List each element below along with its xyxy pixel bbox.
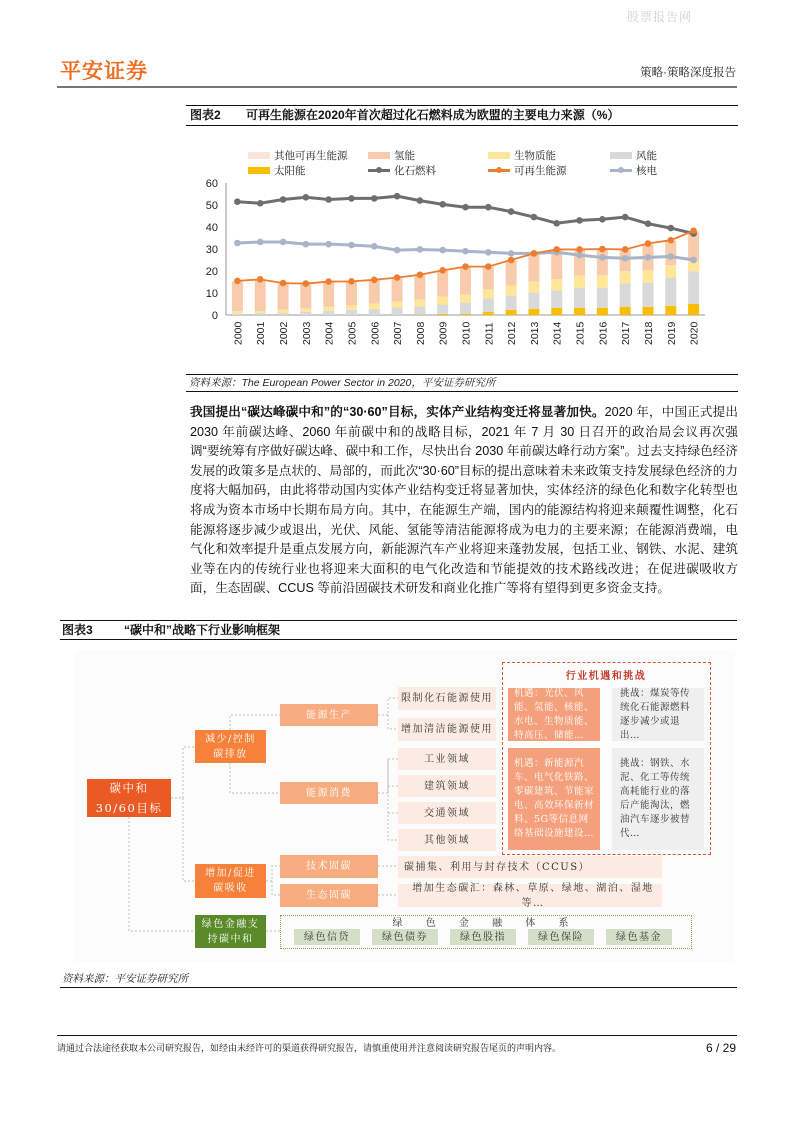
finance-item: 绿色债券 <box>372 929 438 945</box>
x-tick-label: 2017 <box>620 321 633 345</box>
figure-title-text: 可再生能源在2020年首次超过化石燃料成为欧盟的主要电力来源（%） <box>246 108 620 122</box>
y-tick-label: 50 <box>205 200 218 212</box>
x-tick-label: 2005 <box>346 321 359 345</box>
reduce-emission-box: 减少/控制 碳排放 <box>195 730 266 763</box>
x-tick-label: 2019 <box>665 321 678 345</box>
legend-renewable: 可再生能源 <box>488 163 567 178</box>
legend-wind: 风能 <box>610 148 657 163</box>
finance-item: 绿色股指 <box>450 929 516 945</box>
finance-system-title: 绿 色 金 融 体 系 <box>392 917 579 929</box>
y-tick-label: 60 <box>205 178 218 190</box>
opportunity-challenge-panel <box>502 662 711 855</box>
consumption-challenge: 挑战：钢铁、水泥、化工等传统高耗能行业的落后产能淘汰，燃油汽车逐步被替代… <box>612 748 704 850</box>
legend-hydro: 氢能 <box>368 148 415 163</box>
energy-consumption-box: 能源消费 <box>280 782 378 804</box>
finance-item: 绿色保险 <box>528 929 594 945</box>
x-tick-label: 2011 <box>483 322 496 345</box>
eco-sink-item: 增加生态碳汇：森林、草原、绿地、湖泊、湿地等… <box>398 884 662 907</box>
x-tick-label: 2018 <box>642 321 655 345</box>
watermark: 股票报告网 <box>627 10 693 24</box>
figure-number: 图表3 <box>62 623 93 637</box>
green-finance-box: 绿色金融支 持碳中和 <box>195 915 266 948</box>
x-tick-label: 2003 <box>300 321 313 345</box>
energy-production-box: 能源生产 <box>280 704 378 726</box>
x-tick-label: 2006 <box>369 321 382 345</box>
x-tick-label: 2002 <box>278 321 291 345</box>
company-logo: 平安证券 <box>60 60 148 83</box>
y-tick-label: 30 <box>205 244 218 256</box>
ccus-item: 碳捕集、利用与封存技术（CCUS） <box>398 856 662 878</box>
report-type: 策略·策略深度报告 <box>640 67 736 79</box>
x-tick-label: 2001 <box>255 321 268 345</box>
opportunity-title: 行业机遇和挑战 <box>565 670 647 682</box>
consumption-item: 其他领域 <box>398 829 496 851</box>
consumption-item: 建筑领域 <box>398 775 496 797</box>
consumption-item: 工业领域 <box>398 748 496 770</box>
x-tick-label: 2004 <box>323 321 336 345</box>
production-item: 限制化石能源使用 <box>398 687 496 710</box>
green-finance-system <box>280 915 692 949</box>
consumption-opportunity: 机遇：新能源汽车、电气化铁路、零碳建筑、节能家电、高效环保新材料、5G等信息网络基础设施建设… <box>508 748 600 850</box>
carbon-neutral-goal-box: 碳中和 30/60目标 <box>87 779 171 817</box>
paragraph-body: 2020 年，中国正式提出 2030 年前碳达峰、2060 年前碳中和的战略目标，2021 年 7 月 30 日召开的政治局会议再次强调“要统筹有序做好碳达峰、碳中和工作，尽快出台 2030 年前碳达峰行动方案”。过去支持绿色经济发展的政策多是点状的、局部的，而此次“30·60”目标的提出意味着未来政策支持发展绿色经济的力度将大幅加码，由此将带动国内实体产业结构变迁将显著加快，实体经济的绿色化和数字化转型也将成为资本市场中长期布局方向。其中，在能源生产端，国内的能源结构将迎来颠覆性调整，化石能源将逐步减少或退出，光伏、风能、氢能等清洁能源将成为电力的主要来源；在能源消费端，电气化和效率提升是重点发展方向，新能源汽车产业将迎来蓬勃发展，包括工业、钢铁、水泥、建筑业等在内的传统行业也将迎来大面积的电气化改造和节能提效的技术路线改进；在促进碳吸收方面，生态固碳、CCUS 等前沿固碳技术研发和商业化推广等将有望得到更多资金支持。 <box>190 405 738 596</box>
energy-challenge: 挑战：煤炭等传统化石能源燃料逐步减少或退出… <box>612 688 704 741</box>
figure3-source: 资料来源：平安证券研究所 <box>60 971 737 988</box>
y-tick-label: 20 <box>205 266 218 278</box>
page-number: 6 / 29 <box>705 1041 736 1055</box>
legend-other-renewable: 其他可再生能源 <box>248 148 348 163</box>
energy-opportunity: 机遇：光伏、风能、氢能、核能、水电、生物质能、特高压、储能… <box>508 688 600 741</box>
consumption-item: 交通领域 <box>398 802 496 824</box>
x-tick-label: 2007 <box>392 321 405 345</box>
x-tick-label: 2016 <box>597 321 610 345</box>
production-item: 增加清洁能源使用 <box>398 718 496 741</box>
x-tick-label: 2013 <box>528 321 541 345</box>
x-tick-label: 2008 <box>414 321 427 345</box>
x-tick-label: 2020 <box>688 321 701 345</box>
legend-biomass: 生物质能 <box>488 148 556 163</box>
x-tick-label: 2015 <box>574 321 587 345</box>
legend-solar: 太阳能 <box>248 163 306 178</box>
legend-fossil: 化石燃料 <box>368 163 436 178</box>
figure-number: 图表2 <box>190 108 221 122</box>
eco-carbon-box: 生态固碳 <box>280 884 378 907</box>
increase-absorption-box: 增加/促进 碳吸收 <box>195 864 266 898</box>
footer-disclaimer: 请通过合法途径获取本公司研究报告，如经由未经许可的渠道获得研究报告，请慎重使用并注意阅读研究报告尾页的声明内容。 <box>57 1035 737 1054</box>
paragraph-lead: 我国提出“碳达峰碳中和”的“30·60”目标，实体产业结构变迁将显著加快。 <box>190 405 605 419</box>
x-tick-label: 2000 <box>232 321 245 345</box>
x-tick-label: 2012 <box>506 321 519 345</box>
finance-item: 绿色基金 <box>606 929 672 945</box>
figure2-source: 资料来源：The European Power Sector in 2020，平安证券研究所 <box>186 374 738 392</box>
y-tick-label: 10 <box>205 288 218 300</box>
x-tick-label: 2014 <box>551 321 564 345</box>
y-tick-label: 0 <box>211 310 218 322</box>
figure-title-text: “碳中和”战略下行业影响框架 <box>124 623 281 637</box>
x-tick-label: 2009 <box>437 321 450 345</box>
tech-carbon-box: 技术固碳 <box>280 855 378 878</box>
legend-nuclear: 核电 <box>610 163 657 178</box>
finance-item: 绿色信贷 <box>294 929 360 945</box>
x-tick-label: 2010 <box>460 321 473 345</box>
y-tick-label: 40 <box>205 222 218 234</box>
